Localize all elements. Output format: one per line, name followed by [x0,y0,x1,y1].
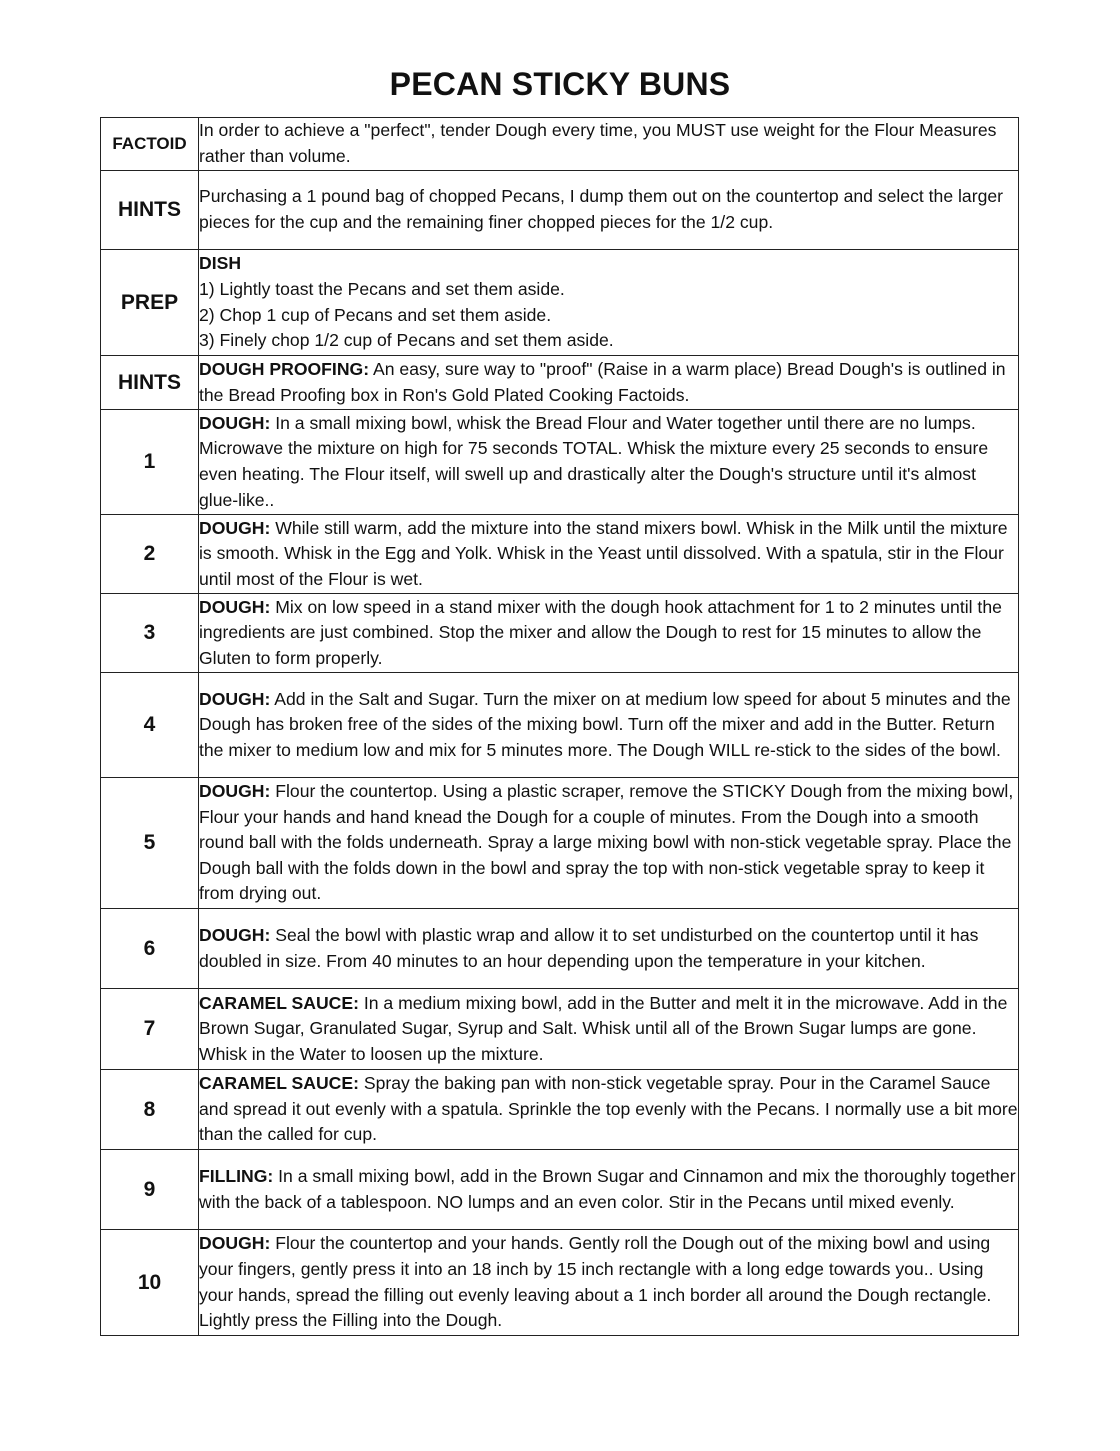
row-lead: DOUGH PROOFING: [199,358,370,379]
row-lead: DOUGH: [199,412,271,433]
row-text [199,989,1019,1070]
row-text [199,1070,1019,1150]
row-text [199,171,1019,250]
row-body: While still warm, add the mixture into the stand mixers bowl. Whisk in the Milk until the mixture is smooth. Whisk in the Egg and Yolk. Whisk in the Yeast until dissolved. With a spatula, stir in the Flour until most of the Flour is wet. [199,517,1008,589]
row-label: 1 [101,410,199,515]
row-label: HINTS [101,356,199,410]
row-body: Flour the countertop and your hands. Gently roll the Dough out of the mixing bowl and using your fingers, gently press it into an 18 inch by 15 inch rectangle with a long edge towards you.. Using your hands, spread the filling out evenly leaving about a 1 inch border all around the Dough rectangle. Lightly press the Filling into the Dough. [199,1233,992,1331]
table-row [101,118,1019,171]
row-body: An easy, sure way to "proof" (Raise in a warm place) Bread Dough's is outlined in the Bread Proofing box in Ron's Gold Plated Cooking Factoids. [199,358,1006,405]
row-label: FACTOID [101,118,199,171]
row-body: Add in the Salt and Sugar. Turn the mixer on at medium low speed for about 5 minutes and the Dough has broken free of the sides of the mixing bowl. Turn off the mixer and add in the Butter. Return the mixer to medium low and mix for 5 minutes more. The Dough WILL re-stick to the sides of the bowl. [199,688,1011,760]
table-row [101,356,1019,410]
table-row [101,989,1019,1070]
row-label: 6 [101,909,199,989]
row-body: Mix on low speed in a stand mixer with the dough hook attachment for 1 to 2 minutes until the ingredients are just combined. Stop the mixer and allow the Dough to rest for 15 minutes to allow the Gluten to form properly. [199,596,1002,668]
page-title: PECAN STICKY BUNS [389,66,731,102]
row-text [199,673,1019,778]
table-row [101,410,1019,515]
recipe-table [100,117,1019,1336]
row-lead: DOUGH: [199,1233,271,1254]
row-lead: CARAMEL SAUCE: [199,992,359,1013]
row-text [199,356,1019,410]
row-body: Purchasing a 1 pound bag of chopped Pecans, I dump them out on the countertop and select the larger pieces for the cup and the remaining finer chopped pieces for the 1/2 cup. [199,186,1003,232]
row-label: 5 [101,778,199,909]
table-row [101,909,1019,989]
table-row [101,673,1019,778]
row-body: In order to achieve a "perfect", tender Dough every time, you MUST use weight for the Flour Measures rather than volume. [199,120,997,166]
row-body: Seal the bowl with plastic wrap and allow it to set undisturbed on the countertop until it has doubled in size. From 40 minutes to an hour depending upon the temperature in your kitchen. [199,924,979,971]
table-row [101,1150,1019,1230]
row-body: In a small mixing bowl, add in the Brown Sugar and Cinnamon and mix the thoroughly together with the back of a tablespoon. NO lumps and an even color. Stir in the Pecans until mixed evenly. [199,1165,1016,1212]
row-text [199,515,1019,594]
row-lead: DOUGH: [199,781,271,802]
row-label: 9 [101,1150,199,1230]
row-label: 2 [101,515,199,594]
table-row [101,515,1019,594]
row-lead: DOUGH: [199,688,271,709]
row-body: In a medium mixing bowl, add in the Butter and melt it in the microwave. Add in the Brown Sugar, Granulated Sugar, Syrup and Salt. Whisk until all of the Brown Sugar lumps are gone. Whisk in the Water to loosen up the mixture. [199,992,1008,1064]
row-lead: FILLING: [199,1165,274,1186]
row-label: PREP [101,250,199,356]
table-row [101,594,1019,673]
row-lead: CARAMEL SAUCE: [199,1073,359,1094]
row-label: 4 [101,673,199,778]
row-text [199,1150,1019,1230]
prep-step-2: 2) Chop 1 cup of Pecans and set them aside. [199,304,552,325]
row-text [199,909,1019,989]
row-body: Flour the countertop. Using a plastic scraper, remove the STICKY Dough from the mixing bowl, Flour your hands and hand knead the Dough for a couple of minutes. From the Dough into a smooth round ball with the folds underneath. Spray a large mixing bowl with non-stick vegetable spray. Place the Dough ball with the folds down in the bowl and spray the top with non-stick vegetable spray to keep it from drying out. [199,781,1014,904]
table-row [101,1070,1019,1150]
row-body: Spray the baking pan with non-stick vegetable spray. Pour in the Caramel Sauce and spread it out evenly with a spatula. Sprinkle the top evenly with the Pecans. I normally use a bit more than the called for cup. [199,1073,1018,1145]
row-text [199,410,1019,515]
row-lead: DISH [199,253,242,274]
row-label: 10 [101,1230,199,1336]
table-row [101,1230,1019,1336]
table-row [101,171,1019,250]
prep-step-3: 3) Finely chop 1/2 cup of Pecans and set them aside. [199,330,614,351]
row-lead: DOUGH: [199,517,271,538]
row-text [199,1230,1019,1336]
row-text [199,778,1019,909]
row-text [199,250,1019,356]
row-lead: DOUGH: [199,924,271,945]
row-label: 8 [101,1070,199,1150]
prep-step-1: 1) Lightly toast the Pecans and set them aside. [199,278,565,299]
row-text [199,594,1019,673]
table-row [101,250,1019,356]
row-lead: DOUGH: [199,596,271,617]
row-text [199,118,1019,171]
row-body: In a small mixing bowl, whisk the Bread Flour and Water together until there are no lumps. Microwave the mixture on high for 75 seconds TOTAL. Whisk the mixture every 25 seconds to ensure even heating. The Flour itself, will swell up and drastically alter the Dough's structure until it's almost glue-like.. [199,412,989,510]
row-label: HINTS [101,171,199,250]
table-row [101,778,1019,909]
row-label: 3 [101,594,199,673]
row-label: 7 [101,989,199,1070]
